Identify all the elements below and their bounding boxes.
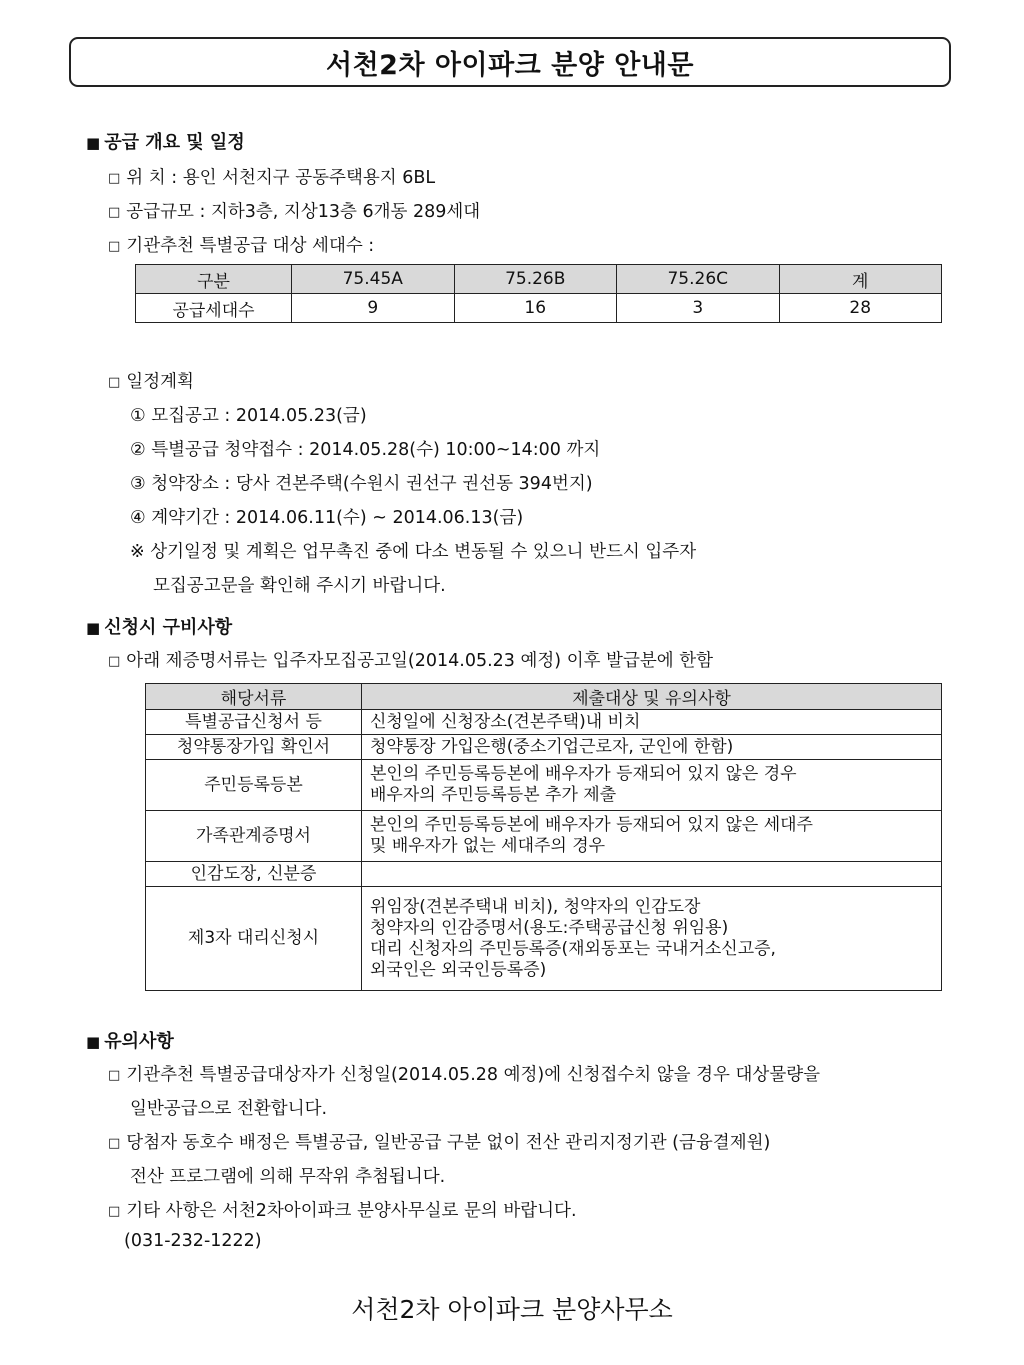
black-square-icon: ■ xyxy=(86,619,101,637)
schedule-item: ① 모집공고 : 2014.05.23(금) xyxy=(130,406,367,426)
doc-notes-cell xyxy=(362,710,942,735)
notice-item-line2: 전산 프로그램에 의해 무작위 추첨됩니다. xyxy=(130,1167,446,1187)
schedule-note-line2: 모집공고문을 확인해 주시기 바랍니다. xyxy=(153,576,446,596)
location-line: □ 위 치 : 용인 서천지구 공동주택용지 6BL xyxy=(108,168,436,188)
schedule-note-line1: ※ 상기일정 및 계획은 업무촉진 중에 다소 변동될 수 있으니 반드시 입주자 xyxy=(130,542,697,562)
documents-table xyxy=(145,683,942,991)
doc-notes-cell xyxy=(362,735,942,760)
white-square-bullet-icon: □ xyxy=(108,239,121,254)
document-title: 서천2차 아이파크 분양 안내문 xyxy=(326,49,694,81)
white-square-bullet-icon: □ xyxy=(108,205,121,220)
supply-table xyxy=(135,264,942,323)
table-header-cell: 구분 xyxy=(136,265,292,294)
document-title-box xyxy=(69,37,951,87)
schedule-label-line: □ 일정계획 xyxy=(108,372,194,392)
table-cell: 3 xyxy=(617,294,780,323)
footer-office-name: 서천2차 아이파크 분양사무소 xyxy=(351,1295,673,1324)
doc-note-line: 본인의 주민등록등본에 배우자가 등재되어 있지 않은 경우 xyxy=(370,764,797,784)
doc-note-line: 본인의 주민등록등본에 배우자가 등재되어 있지 않은 세대주 xyxy=(370,815,813,835)
doc-name-cell: 특별공급신청서 등 xyxy=(146,710,362,735)
notice-item-line2: 일반공급으로 전환합니다. xyxy=(130,1099,328,1119)
doc-note-line: 및 배우자가 없는 세대주의 경우 xyxy=(370,836,606,856)
table-row xyxy=(146,710,942,735)
doc-note-line: 청약자의 인감증명서(용도:주택공급신청 위임용) xyxy=(370,917,729,938)
notice-item-line1: □ 기관추천 특별공급대상자가 신청일(2014.05.28 예정)에 신청접수치 않을 경우 대상물량을 xyxy=(108,1065,821,1085)
doc-notes-cell xyxy=(362,760,942,811)
table-row xyxy=(146,811,942,862)
schedule-item: ④ 계약기간 : 2014.06.11(수) ~ 2014.06.13(금) xyxy=(130,508,524,528)
table-header-cell: 해당서류 xyxy=(146,684,362,710)
supply-table-header-row xyxy=(136,265,942,294)
table-cell: 28 xyxy=(779,294,942,323)
special-count-line: □ 기관추천 특별공급 대상 세대수 : xyxy=(108,236,375,256)
doc-note-line: 신청일에 신청장소(견본주택)내 비치 xyxy=(370,711,641,732)
doc-note-line: 위임장(견본주택내 비치), 청약자의 인감도장 xyxy=(370,896,701,917)
white-square-bullet-icon: □ xyxy=(108,654,121,669)
doc-note-line: 청약통장 가입은행(중소기업근로자, 군인에 한함) xyxy=(370,736,734,757)
table-header-cell: 75.45A xyxy=(292,265,455,294)
section-heading-supply: ■ 공급 개요 및 일정 xyxy=(86,132,245,153)
table-row xyxy=(146,735,942,760)
table-cell: 16 xyxy=(454,294,617,323)
doc-name-cell: 가족관계증명서 xyxy=(146,811,362,862)
doc-note-line: 대리 신청자의 주민등록증(재외동포는 국내거소신고증, xyxy=(370,938,776,959)
documents-table-header-row xyxy=(146,684,942,710)
documents-intro-line: □ 아래 제증명서류는 입주자모집공고일(2014.05.23 예정) 이후 발급분에 한함 xyxy=(108,651,714,671)
white-square-bullet-icon: □ xyxy=(108,171,121,186)
black-square-icon: ■ xyxy=(86,1033,101,1051)
white-square-bullet-icon: □ xyxy=(108,1204,121,1219)
notice-item-line1: □ 당첨자 동호수 배정은 특별공급, 일반공급 구분 없이 전산 관리지정기관 (금융결제원) xyxy=(108,1133,771,1153)
table-header-cell: 계 xyxy=(779,265,942,294)
doc-name-cell: 청약통장가입 확인서 xyxy=(146,735,362,760)
doc-notes-cell xyxy=(362,811,942,862)
doc-name-cell: 제3자 대리신청시 xyxy=(146,887,362,991)
table-row xyxy=(146,760,942,811)
doc-name-cell: 인감도장, 신분증 xyxy=(146,862,362,887)
table-row xyxy=(146,887,942,991)
doc-notes-cell xyxy=(362,887,942,991)
schedule-item: ② 특별공급 청약접수 : 2014.05.28(수) 10:00~14:00 까지 xyxy=(130,440,601,460)
table-header-cell: 제출대상 및 유의사항 xyxy=(362,684,942,710)
section-heading-notes: ■ 유의사항 xyxy=(86,1031,174,1052)
black-square-icon: ■ xyxy=(86,134,101,152)
contact-phone: (031-232-1222) xyxy=(124,1231,262,1251)
section-heading-documents: ■ 신청시 구비사항 xyxy=(86,617,233,638)
doc-note-line: 외국인은 외국인등록증) xyxy=(370,959,547,980)
supply-table-row xyxy=(136,294,942,323)
table-header-cell: 75.26B xyxy=(454,265,617,294)
white-square-bullet-icon: □ xyxy=(108,1068,121,1083)
white-square-bullet-icon: □ xyxy=(108,1136,121,1151)
doc-name-cell: 주민등록등본 xyxy=(146,760,362,811)
schedule-item: ③ 청약장소 : 당사 견본주택(수원시 권선구 권선동 394번지) xyxy=(130,474,593,494)
doc-note-line: 배우자의 주민등록등본 추가 제출 xyxy=(370,785,617,805)
table-cell: 9 xyxy=(292,294,455,323)
doc-notes-cell xyxy=(362,862,942,887)
table-header-cell: 75.26C xyxy=(617,265,780,294)
table-cell: 공급세대수 xyxy=(136,294,292,323)
table-row xyxy=(146,862,942,887)
white-square-bullet-icon: □ xyxy=(108,375,121,390)
scale-line: □ 공급규모 : 지하3층, 지상13층 6개동 289세대 xyxy=(108,202,481,222)
notice-item-line1: □ 기타 사항은 서천2차아이파크 분양사무실로 문의 바랍니다. xyxy=(108,1201,577,1221)
